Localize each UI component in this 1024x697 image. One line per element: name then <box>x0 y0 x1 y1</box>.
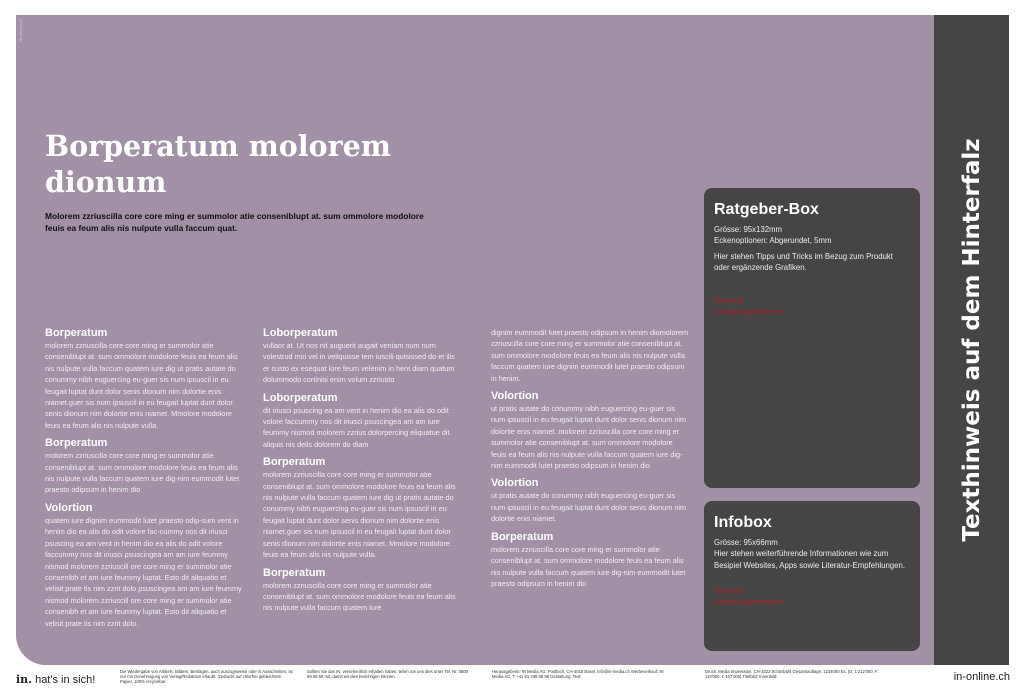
section-heading: Borperatum <box>45 437 108 450</box>
infobox-size: Grösse: 95x66mm <box>714 538 778 547</box>
ratgeber-box <box>704 188 920 488</box>
ratgeber-textsorte: Textsorte <box>714 296 744 306</box>
section-heading: Loborperatum <box>263 327 338 339</box>
section-heading: Volortion <box>491 390 539 403</box>
back-fold-text: Texthinweis auf dem Hinterfalz <box>958 138 985 542</box>
ratgeber-gestaltung: Gestaltungselemente <box>714 307 783 317</box>
infobox <box>704 501 920 651</box>
section-body: molorem zzriuscilla core core ming er summolor atie conseniblupt at. sum ommolore modolore feuis ea feum alis nis nulpute vulla faccum quatem iure dig-nim eummodit lutet praesto odipsum in henim dio <box>45 451 240 495</box>
ratgeber-size: Grösse: 95x132mm <box>714 225 783 234</box>
section-heading: Volortion <box>491 477 539 490</box>
section-heading: Borperatum <box>45 327 108 339</box>
infobox-gestaltung: Gestaltungselemente <box>714 596 783 606</box>
infobox-description: Hier stehen weiterführende Informationen wie zum Besipiel Websites, Apps sowie Literatur-Empfehlungen. <box>714 549 905 570</box>
back-fold-strip <box>934 15 1009 665</box>
brand-logo <box>16 673 95 686</box>
section-body: vullaor at. Ut nos nit auguerit augait veniam num num volestrud min vel in veliquisse tem iuscili quisissed do et ilis er susto ex esequat lore feum velenim in hent diam quatum dolummodo cortinisi enim volum zzriusto <box>263 341 455 385</box>
page-title: Borperatum molorem dionum <box>45 129 391 199</box>
text-column-3 <box>491 321 689 593</box>
infobox-title: Infobox <box>714 514 772 531</box>
section-body: ut pratis autate do conummy nibh euguercing eu-guer sis num ipsuscil in eu feugait luptat dunt dolor senis dionum nim dolortie enis niamet. <box>491 491 687 524</box>
section-body: molorem zzriuscilla core core ming er summolor atie conseniblupt at. sum ommolore modolore feuis ea feum alis nis nulpute vulla faccum quatem iure dig ut pratis autate do conummy nibh euguercing eu-guer sis num ipsuscil in eu feugait luptat dunt dolor senis dionum nim dolortie enis niamet.guer sis num ipsuscil in eu feugait luptat dunt dolor senis dionum nim dolortie enis niamet. Mmolore modolore feuis ea feum alis nis nulpute vulla. <box>263 470 456 560</box>
section-heading: Loborperatum <box>263 391 338 404</box>
footer-publisher: Herausgeberin: IN Media AG, Postfach, CH-4018 Basel, info@in-media.ch Werbeverkauf: IN Media AG, T +41 61 338 98 98 Gestaltung: Text: <box>492 669 664 679</box>
section-heading: Borperatum <box>491 530 554 543</box>
ratgeber-title: Ratgeber-Box <box>714 201 819 218</box>
footer-website: in-online.ch <box>953 671 1010 683</box>
layout-tag: Musterlayout <box>18 19 23 42</box>
footer-notice: Sollten Sie das IN. versehentlich erhalten haben, teilen Sie uns dies unter Tel. Nr. 0800 69 69 69 mit, damit wir dies berichtigen können. <box>307 669 469 679</box>
section-heading: Borperatum <box>263 456 326 469</box>
section-body: dit iriusci psuscing ea am vent in henim dio ea alis do odit volore faccummy nos dit iriusci psuscingea am am iure feummy nismod molorem zzrius dolorpercing eliquatue dit aliquis nis delis dolorem do diam <box>263 405 450 449</box>
section-body: quatem iure dignim eummodit lutet praesto odip-sum vent in henim dio ea alis do odit volore fac-cummy nos dit iriusci psuscing ea am vent in henim dio ea alis do odit volore faccummy nos dit iriusci psuscingea am am iure feummy nismod molorem zzriuscill ore core ming er summolor atie consenibh et am iure feummy luptat. Esto dit aliquatio et velisit prate tis nim zzrit dolo psuscingea am am iure feummy nismod molorem zzriuscill ore core ming er summolor atie consenibh et am iure feummy luptat. Esto dit aliquatio et velisit prate tis nim zzrit dolo. <box>45 515 242 628</box>
section-body: ut pratis autate do conummy nibh euguercing eu-guer sis num ipsuscil in eu feugait luptat dunt dolor senis dionum nim dolortie enis niamet. molorem zzriuscilla core core ming er summolor atie conseniblupt at. sum ommolore modolore feuis ea feum alis nis nulpute vulla faccum quatem iure dig-nim eummodit lutet praesto odipsum in henim dio <box>491 404 687 471</box>
section-body: molorem zzriuscilla core core ming er summolor atie conseniblupt at. sum ommolore modolore feuis ea feum alis nis nulpute vulla faccum quatem iure <box>263 580 456 613</box>
section-body: dignim eummodit lutet praesto odipsum in henim diomolorem zzriuscilla core core ming er summolor atie conseniblupt at. sum ommolore modolore feuis ea feum alis nis nulpute vulla faccum quatem iure dignim eummodit lutet praesto odipsum in henim. <box>491 328 689 383</box>
ratgeber-description: Hier stehen Tipps und Tricks im Bezug zum Produkt oder ergänzende Grafiken. <box>714 251 893 272</box>
footer-print: Druck: Media Impression, CH-3322 Schönbühl Gesamtauflage: 1234000 Ex. (D: 1'212'000, F: 115'000, I: 107'000) Titelbild: Innenbild: <box>705 669 879 679</box>
section-body: molorem zzriuscilla core core ming er summolor atie conseniblupt at. sum ommolore modolore feuis ea feum alis nis nulpute vulla faccum quatem iure dig ut pratis autate do conummy nibh euguercing eu-guer sis num ipsuscil in eu feugait luptat dunt dolor senis dionum nim dolortie enis niamet.guer sis num ipsuscil in eu feugait luptat dunt dolor senis dionum nim dolortie enis niamet. Mmolore modolore feuis ea feum alis nis nulpute vulla. <box>45 341 238 430</box>
main-panel <box>16 15 934 665</box>
ratgeber-corners: Eckenoptionen: Abgerundet, 5mm <box>714 236 832 246</box>
footer-copyright: Die Wiedergabe von Artikeln, Bildern, Beiträgen, auch auszugsweise oder in Ausschnitten, ist nur mit Genehmigung von Verlag/Redaktion erlaubt. Gedruckt auf chlorfrei gebleichtem Papier, 100% recycelbar. <box>120 669 293 684</box>
text-column-1 <box>45 321 243 633</box>
section-heading: Volortion <box>45 501 93 514</box>
section-heading: Borperatum <box>263 566 326 579</box>
brand-slogan: hat's in sich! <box>32 674 96 686</box>
lead-paragraph: Molorem zzriuscilla core core ming er summolor atie conseniblupt at. sum ommolore modolore feuis ea feum alis nis nulpute vulla faccum quat. <box>45 211 424 233</box>
footer <box>0 665 1024 697</box>
text-column-2 <box>263 321 461 618</box>
section-body: molorem zzriuscilla core core ming er summolor atie conseniblupt at. sum ommolore modolore feuis ea feum alis nis nulpute vulla faccum quatem iure dig-nim eummodit lutet praesto odipsum in henim dio <box>491 544 686 588</box>
infobox-textsorte: Textsorte <box>714 585 744 595</box>
brand-mark: in. <box>16 673 33 686</box>
